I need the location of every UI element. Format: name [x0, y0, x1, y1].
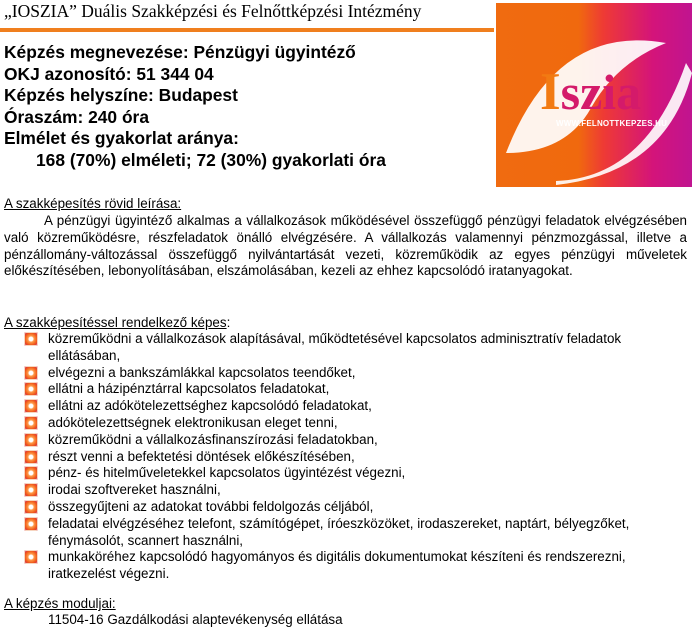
list-item-text: közreműködni a vállalkozások alapításával, működtetésével kapcsolatos adminisztratív feladatok ellátásában, [48, 331, 622, 363]
bullet-icon [24, 517, 38, 531]
list-item [24, 516, 688, 550]
bullet-icon [24, 500, 38, 514]
list-item-text: munkaköréhez kapcsolódó hagyományos és digitális dokumentumokat készíteni és rendszerezni, iratkezelést végezni. [48, 549, 626, 582]
list-item [24, 482, 688, 499]
list-item-text: ellátni az adókötelezettséghez kapcsolódó feladatokat, [48, 398, 372, 414]
bullet-icon [24, 483, 38, 497]
module-item: 11504-16 Gazdálkodási alaptevékenység ellátása [48, 612, 343, 627]
bullet-icon [24, 399, 38, 413]
course-location: Képzés helyszíne: Budapest [4, 85, 238, 105]
description-heading: A szakképesítés rövid leírása: [4, 196, 182, 211]
list-item [24, 365, 688, 382]
list-item [24, 415, 688, 432]
bullet-icon [24, 550, 38, 564]
skills-heading [4, 315, 230, 330]
logo-url: WWW.FELNOTTKEPZES.HU [556, 119, 668, 128]
bullet-icon [24, 466, 38, 480]
list-item-text: ellátni a házipénztárral kapcsolatos feladatokat, [48, 381, 330, 397]
theory-practice-label: Elmélet és gyakorlat aránya: [4, 128, 239, 148]
page-header-title: „IOSZIA” Duális Szakképzési és Felnőttképzési Intézmény [4, 1, 422, 21]
list-item [24, 465, 688, 482]
skills-heading-colon: : [226, 315, 231, 330]
bullet-icon [24, 332, 38, 346]
list-item [24, 432, 688, 449]
bullet-icon [24, 382, 38, 396]
modules-heading: A képzés moduljai: [4, 596, 116, 611]
list-item [24, 398, 688, 415]
logo-name: szia [560, 64, 642, 120]
list-item-text: elvégezni a bankszámlákkal kapcsolatos teendőket, [48, 364, 356, 380]
course-info [4, 42, 494, 171]
bullet-icon [24, 450, 38, 464]
bullet-icon [24, 366, 38, 380]
list-item [24, 381, 688, 398]
list-item-text: részt venni a befektetési döntések előkészítésében, [48, 448, 355, 464]
skills-list [24, 331, 688, 583]
list-item-text: feladatai elvégzéséhez telefont, számítógépet, íróeszközöket, irodaszereket, naptárt, bélyegzőket, fénymásolót, scannert használni, [48, 515, 630, 548]
list-item [24, 331, 688, 365]
theory-practice-ratio: 168 (70%) elméleti; 72 (30%) gyakorlati óra [36, 149, 386, 170]
list-item-text: irodai szoftvereket használni, [48, 482, 221, 498]
bullet-icon [24, 433, 38, 447]
course-hours: Óraszám: 240 óra [4, 106, 150, 127]
list-item-text: pénz- és hitelműveletekkel kapcsolatos ügyintézést végezni, [48, 465, 406, 481]
list-item [24, 499, 688, 516]
description-text: A pénzügyi ügyintéző alkalmas a vállalkozások működésével összefüggő pénzügyi feladatok elvégzésében való közreműködésre, részfeladatok önálló elvégzésére. A vállalkozás valamennyi pénzmozgással, illetve a pénzállomány-változással összefüggő nyilvántartását vezeti, közreműködik az egyes pénzügyi műveletek előkészítésében, lebonyolításában, elszámolásában, kezeli az ehhez kapcsolódó iratanyagokat. [4, 213, 687, 279]
course-name: Képzés megnevezése: Pénzügyi ügyintéző [4, 42, 356, 62]
list-item-text: összegyűjteni az adatokat további feldolgozás céljából, [48, 498, 374, 514]
okj-id: OKJ azonosító: 51 344 04 [4, 63, 214, 84]
list-item-text: közreműködni a vállalkozásfinanszírozási feladatokban, [48, 431, 378, 447]
header-divider [0, 28, 494, 32]
logo-initial: I [540, 63, 561, 121]
list-item [24, 549, 688, 583]
bullet-icon [24, 416, 38, 430]
logo-wordmark [540, 63, 642, 121]
ioszia-logo [496, 3, 692, 187]
list-item [24, 449, 688, 466]
list-item-text: adókötelezettségnek elektronikusan eleget tenni, [48, 414, 338, 430]
skills-heading-text: A szakképesítéssel rendelkező képes [4, 315, 227, 330]
